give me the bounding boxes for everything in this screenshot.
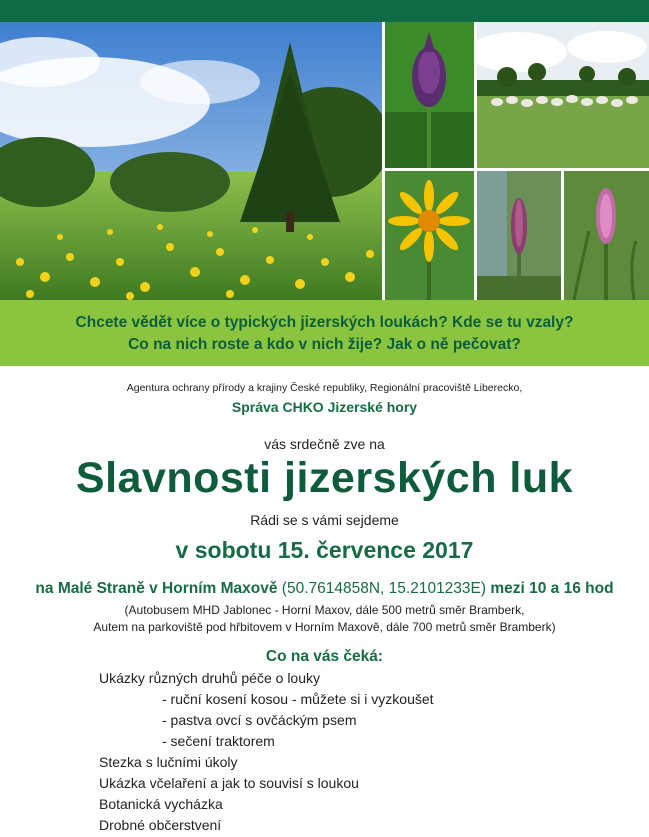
branch-name: Správa CHKO Jizerské hory — [231, 399, 418, 415]
list-item: Stezka s lučními úkoly — [99, 754, 238, 770]
meadow-photo — [0, 22, 382, 300]
list-item: Drobné občerstvení — [99, 817, 222, 833]
transport-info — [0, 602, 649, 636]
agency-name: Agentura ochrany přírody a krajiny České republiky, Regionální pracoviště Liberecko, — [126, 382, 523, 394]
transport-bus: (Autobusem MHD Jablonec - Horní Maxov, dále 500 metrů směr Bramberk, — [124, 603, 525, 617]
list-item: - sečení traktorem — [162, 733, 275, 749]
list-item: Botanická vycházka — [99, 796, 223, 812]
event-date: v sobotu 15. července 2017 — [175, 537, 474, 563]
event-subtitle: Rádi se s vámi sejdeme — [250, 512, 399, 528]
arnica-flower-photo — [385, 171, 474, 300]
gps-coordinates: (50.7614858N, 15.2101233E) — [281, 580, 487, 597]
event-time: mezi 10 a 16 hod — [490, 580, 614, 597]
program-heading: Co na vás čeká: — [265, 648, 384, 665]
list-item: Ukázky různých druhů péče o louky — [99, 670, 320, 686]
list-item: Ukázka včelaření a jak to souvisí s loukou — [99, 775, 359, 791]
orchid-photo — [385, 22, 474, 168]
list-item: - pastva ovcí s ovčáckým psem — [162, 712, 357, 728]
question-line-2: Co na nich roste a kdo v nich žije? Jak o ně pečovat? — [128, 336, 521, 353]
top-bar — [0, 0, 649, 22]
invite-text: vás srdečně zve na — [264, 436, 385, 452]
pink-orchid-photo — [564, 171, 649, 300]
location-name: na Malé Straně v Horním Maxově — [35, 580, 278, 597]
sheep-pasture-photo — [477, 22, 649, 168]
event-location — [0, 580, 649, 598]
transport-car: Autem na parkoviště pod hřbitovem v Horním Maxově, dále 700 metrů směr Bramberk) — [93, 620, 556, 634]
question-banner — [0, 300, 649, 366]
photo-collage — [0, 22, 649, 300]
list-item: - ruční kosení kosou - můžete si i vyzkoušet — [162, 691, 434, 707]
orchid-spike-photo — [477, 171, 561, 300]
question-line-1: Chcete vědět více o typických jizerských loukách? Kde se tu vzaly? — [75, 314, 574, 331]
event-title: Slavnosti jizerských luk — [75, 454, 574, 502]
